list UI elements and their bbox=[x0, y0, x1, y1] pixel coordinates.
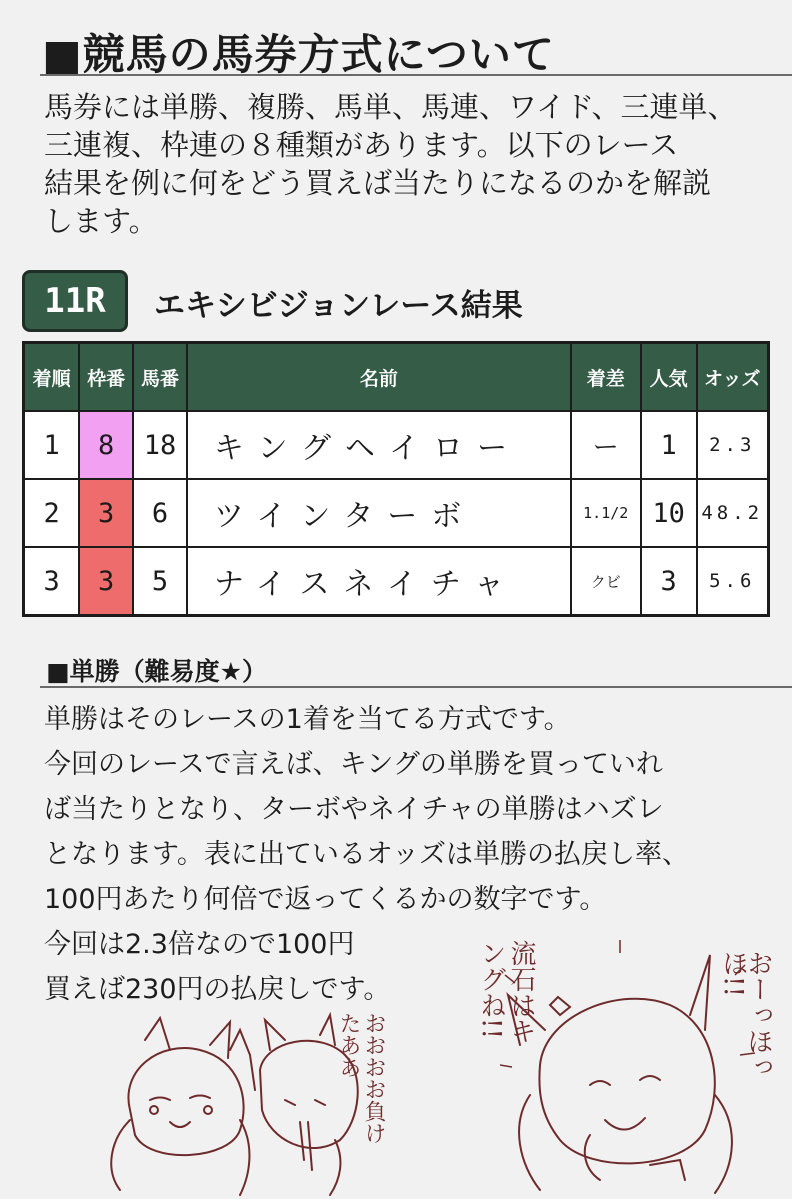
header-name: 名前 bbox=[187, 343, 571, 412]
body-line: 買えば230円の払戻しです。 bbox=[44, 974, 391, 1005]
intro-line: 結果を例に何をどう買えば当たりになるのかを解説 bbox=[44, 166, 712, 200]
body-line: となります。表に出ているオッズは単勝の払戻し率、 bbox=[44, 839, 690, 870]
header-odds: オッズ bbox=[697, 343, 769, 412]
cell-odds: 48.2 bbox=[697, 479, 769, 547]
cell-waku: 3 bbox=[79, 547, 133, 616]
title-divider bbox=[40, 74, 792, 76]
cell-umaban: 5 bbox=[133, 547, 187, 616]
body-line: 単勝はそのレースの1着を当てる方式です。 bbox=[44, 704, 571, 735]
race-number-badge: 11R bbox=[22, 270, 128, 332]
body-line: 今回のレースで言えば、キングの単勝を買っていれ bbox=[44, 749, 663, 780]
cell-popularity: 1 bbox=[641, 411, 697, 479]
body-line: ば当たりとなり、ターボやネイチャの単勝はハズレ bbox=[44, 794, 664, 825]
table-row bbox=[24, 411, 769, 479]
header-umaban: 馬番 bbox=[133, 343, 187, 412]
cell-horse-name: ナイスネイチャ bbox=[187, 547, 571, 616]
cell-popularity: 10 bbox=[641, 479, 697, 547]
right-speech-text: おーっほっほ!! bbox=[718, 950, 773, 1080]
left-speech-text: おおおお負けたああ bbox=[336, 1012, 386, 1144]
cell-place: 2 bbox=[24, 479, 80, 547]
cell-waku: 3 bbox=[79, 479, 133, 547]
intro-line: します。 bbox=[44, 204, 158, 238]
body-line: 100円あたり何倍で返ってくるかの数字です。 bbox=[44, 884, 607, 915]
cell-margin: クビ bbox=[571, 547, 641, 616]
middle-speech-text: 流石はキングね!! bbox=[476, 940, 536, 1044]
header-popularity: 人気 bbox=[641, 343, 697, 412]
race-result-title: エキシビジョンレース結果 bbox=[154, 288, 523, 324]
header-place: 着順 bbox=[24, 343, 80, 412]
race-results-table bbox=[22, 341, 770, 617]
page-title: ■競馬の馬券方式について bbox=[42, 30, 555, 79]
header-waku: 枠番 bbox=[79, 343, 133, 412]
body-line: 今回は2.3倍なので100円 bbox=[44, 929, 355, 960]
table-row bbox=[24, 479, 769, 547]
cell-waku: 8 bbox=[79, 411, 133, 479]
intro-line: 三連複、枠連の８種類があります。以下のレース bbox=[44, 128, 679, 162]
cell-margin: 1.1/2 bbox=[571, 479, 641, 547]
cell-popularity: 3 bbox=[641, 547, 697, 616]
cell-place: 3 bbox=[24, 547, 80, 616]
cell-umaban: 6 bbox=[133, 479, 187, 547]
cell-odds: 5.6 bbox=[697, 547, 769, 616]
table-row bbox=[24, 547, 769, 616]
cell-horse-name: キングヘイロー bbox=[187, 411, 571, 479]
intro-line: 馬券には単勝、複勝、馬単、馬連、ワイド、三連単、 bbox=[44, 90, 737, 124]
section-heading: ■単勝（難易度★） bbox=[46, 657, 268, 686]
cell-odds: 2.3 bbox=[697, 411, 769, 479]
cell-margin: ー bbox=[571, 411, 641, 479]
section-divider bbox=[40, 686, 792, 688]
table-header-row bbox=[24, 343, 769, 412]
cell-place: 1 bbox=[24, 411, 80, 479]
header-margin: 着差 bbox=[571, 343, 641, 412]
cell-horse-name: ツインターボ bbox=[187, 479, 571, 547]
intro-paragraph bbox=[44, 88, 784, 240]
cell-umaban: 18 bbox=[133, 411, 187, 479]
